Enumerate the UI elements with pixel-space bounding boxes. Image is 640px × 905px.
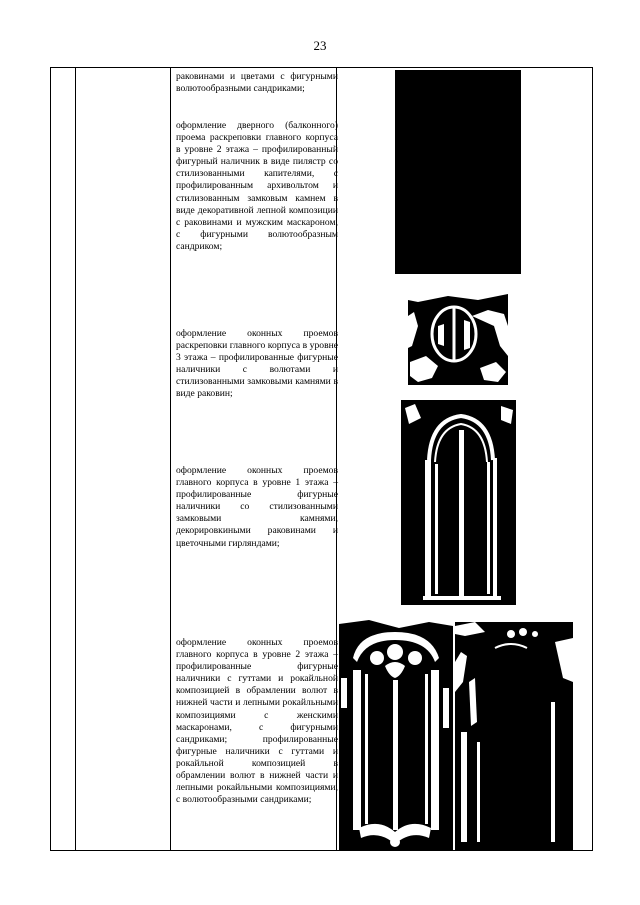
protection-table bbox=[50, 67, 593, 851]
dark-balcony-photo bbox=[395, 70, 521, 274]
ornate-window-photo-right bbox=[455, 622, 573, 850]
description-second-floor-windows: оформление оконных проемов главного корпуса в уровне 2 этажа – профилированные фигурные наличники с гуттами и рокайльной композицией в обрамлении волют в нижней части и лепными рокайльными композициями с женскими маскаронами, с фигурными сандриками; профилированные фигурные наличники с гуттами и рокайльной композицией в обрамлении волют в нижней части и лепными рокайльными композициями, с волютообразными сандриками; bbox=[176, 637, 338, 806]
description-third-floor-windows: оформление оконных проемов раскреповки главного корпуса в уровне 3 этажа – профилированные фигурные наличники с волютами и стилизованными замковыми камнями в виде раковин; bbox=[176, 328, 338, 400]
description-balcony-door: оформление дверного (балконного) проема раскреповки главного корпуса в уровне 2 этажа – профилированный фигурный наличник в виде пилястр со стилизованными капителями, с профилированным архивольтом и стилизованным замковым камнем в виде декоративной лепной композиции с раковинами и мужским маскароном, с фигурными волютообразным сандриком; bbox=[176, 120, 338, 252]
description-first-floor-windows: оформление оконных проемов главного корпуса в уровне 1 этажа – профилированные фигурные наличники со стилизованными замковыми камнями, декорировкиными раковинами и цветочными гирляндами; bbox=[176, 465, 338, 549]
description-fragment: раковинами и цветами с фигурными волютообразными сандриками; bbox=[176, 71, 338, 95]
ornate-window-photo-left bbox=[339, 618, 453, 850]
page-number: 23 bbox=[313, 38, 327, 53]
column-divider bbox=[170, 68, 171, 850]
column-divider bbox=[75, 68, 76, 850]
round-window-photo bbox=[408, 286, 508, 385]
arched-window-photo bbox=[401, 400, 516, 605]
